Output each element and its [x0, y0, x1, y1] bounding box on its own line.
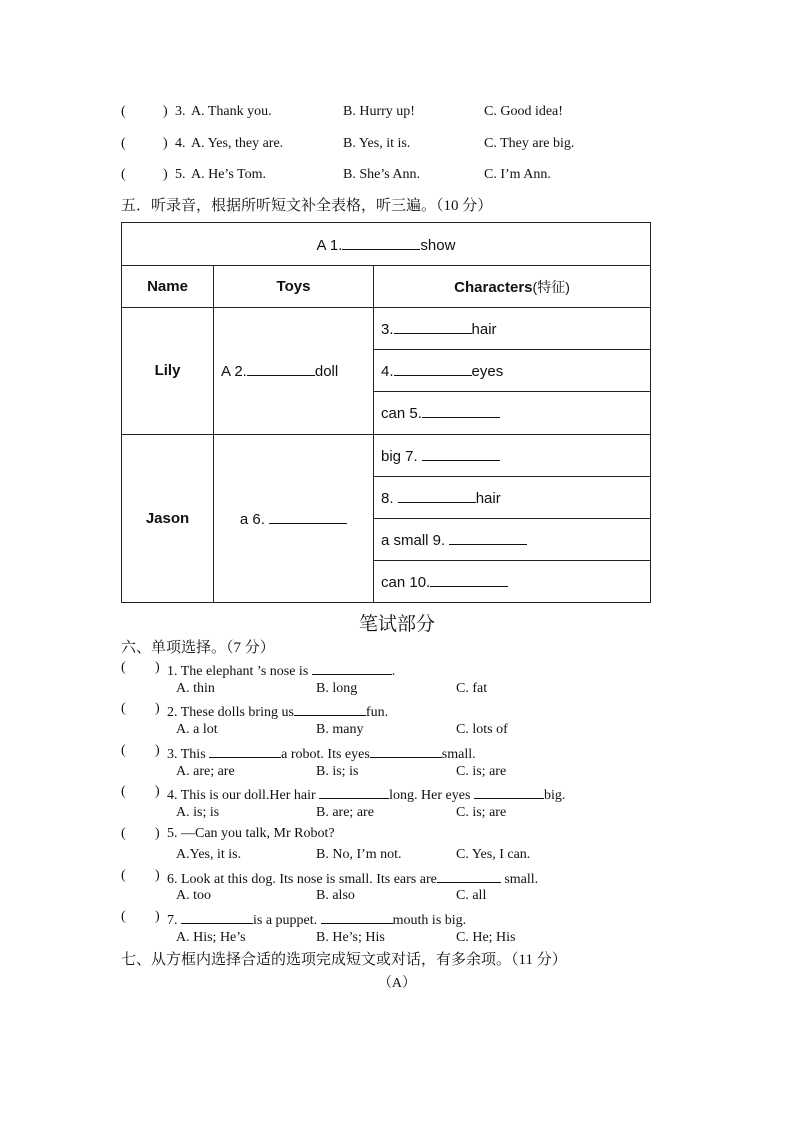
answer-paren-close: )	[155, 784, 160, 799]
answer-paren-open: (	[121, 660, 126, 675]
answer-paren-close: )	[155, 868, 160, 883]
option-b: B. long	[316, 681, 358, 696]
option-b: B. She’s Ann.	[343, 167, 421, 182]
stem-blank-1[interactable]	[181, 909, 253, 924]
jason-trait-9	[374, 518, 651, 560]
stem-blank[interactable]	[312, 660, 392, 675]
option-c: C. is; are	[456, 805, 507, 820]
jason-toy	[214, 434, 374, 602]
jason-trait-10	[374, 560, 651, 602]
toy-suffix: doll	[314, 363, 339, 381]
header-characters-cn: (特征)	[532, 278, 570, 295]
toy-prefix: A 2.	[221, 363, 247, 381]
option-b: B. are; are	[316, 805, 374, 820]
jason-trait-8	[374, 476, 651, 518]
answer-paren-close: )	[155, 743, 160, 758]
option-c: C. Yes, I can.	[456, 847, 531, 862]
stem-blank-1[interactable]	[209, 743, 281, 758]
trait-suffix: hair	[475, 489, 501, 507]
question-stem: 4. This is our doll.Her hair long. Her eyes big.	[167, 784, 565, 804]
table-title	[122, 223, 651, 266]
option-b: B. is; is	[316, 764, 359, 779]
answer-paren-close: )	[155, 826, 160, 841]
trait-prefix: 8.	[381, 489, 394, 507]
option-c: C. I’m Ann.	[484, 167, 551, 182]
lily-trait-4	[374, 350, 651, 392]
option-c: C. They are big.	[484, 136, 575, 151]
trait-suffix: eyes	[471, 363, 504, 381]
option-b: B. also	[316, 888, 355, 903]
question-stem: 6. Look at this dog. Its nose is small. Its ears are small.	[167, 868, 538, 888]
option-b: B. He’s; His	[316, 930, 385, 945]
lily-trait-3	[374, 308, 651, 350]
option-a: A.Yes, it is.	[176, 847, 242, 862]
option-a: A. Thank you.	[191, 104, 272, 119]
answer-paren-open: (	[121, 826, 126, 841]
trait-prefix: can 10.	[381, 573, 431, 591]
blank-4[interactable]	[394, 361, 472, 376]
blank-10[interactable]	[430, 572, 508, 587]
row-name-jason: Jason	[122, 434, 214, 602]
written-part-title: 笔试部分	[358, 614, 435, 635]
fill-in-table	[121, 222, 651, 603]
question-stem: 5. —Can you talk, Mr Robot?	[167, 826, 335, 841]
answer-paren-open: (	[121, 167, 126, 182]
header-characters	[374, 266, 651, 308]
option-b: B. Yes, it is.	[343, 136, 411, 151]
option-a: A. Yes, they are.	[191, 136, 284, 151]
answer-paren-close: )	[163, 104, 168, 119]
blank-8[interactable]	[398, 488, 476, 503]
option-b: B. Hurry up!	[343, 104, 415, 119]
trait-prefix: 3.	[381, 321, 394, 339]
lily-trait-5	[374, 392, 651, 434]
section-5-heading: 五．听录音，根据所听短文补全表格，听三遍。（10 分）	[121, 198, 493, 214]
blank-3[interactable]	[394, 319, 472, 334]
stem-blank[interactable]	[437, 868, 501, 883]
option-a: A. are; are	[176, 764, 235, 779]
blank-6[interactable]	[269, 509, 347, 524]
answer-paren-open: (	[121, 104, 126, 119]
option-a: A. a lot	[176, 722, 218, 737]
option-a: A. His; He’s	[176, 930, 246, 945]
blank-2[interactable]	[247, 361, 315, 376]
question-stem: 3. This a robot. Its eyes small.	[167, 743, 476, 763]
answer-paren-open: (	[121, 743, 126, 758]
trait-prefix: can 5.	[381, 405, 422, 423]
lily-toy	[214, 308, 374, 434]
answer-paren-close: )	[163, 167, 168, 182]
section-6-heading: 六、单项选择。（7 分）	[121, 640, 275, 656]
answer-paren-open: (	[121, 909, 126, 924]
jason-trait-7	[374, 434, 651, 476]
blank-7[interactable]	[422, 446, 500, 461]
title-prefix: A 1.	[316, 236, 343, 254]
section-7-subheading: （A）	[377, 976, 417, 991]
title-suffix: show	[420, 236, 456, 254]
trait-suffix: hair	[471, 321, 497, 339]
question-stem: 2. These dolls bring us fun.	[167, 701, 388, 721]
option-c: C. Good idea!	[484, 104, 563, 119]
blank-1[interactable]	[342, 235, 420, 250]
blank-9[interactable]	[449, 530, 527, 545]
blank-5[interactable]	[422, 403, 500, 418]
toy-prefix: a 6.	[239, 510, 265, 528]
option-a: A. thin	[176, 681, 215, 696]
option-b: B. many	[316, 722, 364, 737]
item-number: 4.	[175, 136, 186, 151]
answer-paren-close: )	[163, 136, 168, 151]
option-c: C. He; His	[456, 930, 516, 945]
question-stem: 1. The elephant ’s nose is .	[167, 660, 395, 680]
option-c: C. fat	[456, 681, 488, 696]
answer-paren-close: )	[155, 909, 160, 924]
option-a: A. is; is	[176, 805, 220, 820]
stem-blank[interactable]	[294, 701, 366, 716]
stem-blank-2[interactable]	[370, 743, 442, 758]
option-a: A. too	[176, 888, 211, 903]
row-name-lily: Lily	[122, 308, 214, 434]
trait-prefix: 4.	[381, 363, 394, 381]
answer-paren-close: )	[155, 701, 160, 716]
stem-blank-2[interactable]	[474, 784, 544, 799]
answer-paren-open: (	[121, 701, 126, 716]
option-c: C. lots of	[456, 722, 508, 737]
answer-paren-open: (	[121, 784, 126, 799]
header-characters-en: Characters	[454, 278, 533, 296]
answer-paren-open: (	[121, 868, 126, 883]
item-number: 5.	[175, 167, 186, 182]
header-name: Name	[122, 266, 214, 308]
question-stem: 7. is a puppet. mouth is big.	[167, 909, 466, 929]
item-number: 3.	[175, 104, 186, 119]
answer-paren-open: (	[121, 136, 126, 151]
trait-prefix: a small 9.	[381, 531, 446, 549]
stem-blank-1[interactable]	[319, 784, 389, 799]
trait-prefix: big 7.	[381, 447, 418, 465]
option-c: C. is; are	[456, 764, 507, 779]
section-7-heading: 七、从方框内选择合适的选项完成短文或对话，有多余项。（11 分）	[121, 952, 567, 968]
stem-blank-2[interactable]	[321, 909, 393, 924]
option-b: B. No, I’m not.	[316, 847, 402, 862]
option-a: A. He’s Tom.	[191, 167, 266, 182]
option-c: C. all	[456, 888, 487, 903]
header-toys: Toys	[214, 266, 374, 308]
answer-paren-close: )	[155, 660, 160, 675]
